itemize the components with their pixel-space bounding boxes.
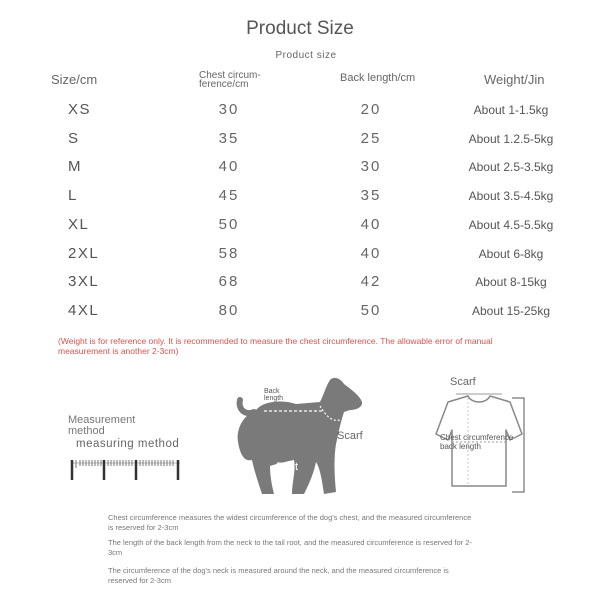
size-cell: 2XL [68, 245, 100, 262]
chest-cell: 30 [218, 101, 240, 118]
weight-cell: About 1.2.5-5kg [468, 132, 554, 146]
dog-bust-label: Bust [276, 461, 299, 473]
weight-cell: About 8-15kg [475, 275, 547, 289]
shirt-chest-line2: back length [440, 442, 481, 451]
chest-cell: 58 [218, 245, 240, 262]
column-header-back: Back length/cm [340, 72, 416, 84]
back-cell: 40 [360, 216, 382, 233]
measurement-label-line2: method [68, 425, 105, 437]
back-cell: 35 [360, 187, 382, 204]
chest-cell: 45 [218, 187, 240, 204]
description-neck: The circumference of the dog's neck is measured around the neck, and the measured circumference is reserved for 2-3cm [108, 566, 449, 585]
size-cell: 3XL [68, 273, 100, 290]
dog-back-line1: Back [264, 388, 280, 395]
measuring-method-label: measuring method [76, 438, 180, 450]
back-cell: 30 [360, 158, 382, 175]
dog-back-length-label [264, 388, 283, 402]
chest-cell: 40 [218, 158, 240, 175]
back-cell: 25 [360, 130, 382, 147]
shirt-scarf-label: Scarf [450, 376, 476, 388]
back-cell: 50 [360, 302, 382, 319]
column-header-chest-line2: ference/cm [199, 79, 249, 90]
size-cell: M [68, 158, 82, 175]
size-cell: XL [68, 216, 90, 233]
page-title: Product Size [246, 18, 354, 39]
size-cell: L [68, 187, 78, 204]
weight-cell: About 2.5-3.5kg [468, 160, 554, 174]
measurement-note: (Weight is for reference only. It is recommended to measure the chest circumference. The allowable error of manual measurement is another 2-3cm) [58, 336, 493, 356]
measurement-method-label [68, 415, 135, 437]
column-header-weight: Weight/Jin [484, 72, 545, 87]
page-subtitle: Product size [275, 50, 337, 61]
description-back: The length of the back length from the neck to the tail root, and the measured circumference is reserved for 2-3cm [108, 538, 472, 557]
dog-back-line2: length [264, 395, 284, 402]
column-header-chest [199, 71, 261, 89]
size-cell: 4XL [68, 302, 100, 319]
back-cell: 42 [360, 273, 382, 290]
weight-cell: About 6-8kg [478, 247, 544, 261]
column-header-size: Size/cm [51, 72, 98, 87]
weight-cell: About 4.5-5.5kg [468, 218, 554, 232]
dog-scarf-label: Scarf [337, 430, 363, 442]
back-cell: 40 [360, 245, 382, 262]
description-chest: Chest circumference measures the widest circumference of the dog's chest, and the measured circumference is reserved for 2-3cm [108, 513, 472, 532]
chest-cell: 80 [218, 302, 240, 319]
back-cell: 20 [360, 101, 382, 118]
weight-cell: About 3.5-4.5kg [468, 189, 554, 203]
weight-cell: About 1-1.5kg [473, 103, 549, 117]
measurement-label-line1: Measurement [68, 414, 136, 426]
weight-cell: About 15-25kg [471, 304, 551, 318]
shirt-chest-line1: Chest circumference [440, 433, 514, 442]
chest-cell: 50 [218, 216, 240, 233]
shirt-chest-label [440, 433, 513, 451]
tape-measure-icon [68, 456, 188, 482]
column-header-chest-line1: Chest circum- [199, 70, 261, 81]
chest-cell: 68 [218, 273, 240, 290]
size-cell: S [68, 130, 80, 147]
chest-cell: 35 [218, 130, 240, 147]
size-cell: XS [68, 101, 92, 118]
